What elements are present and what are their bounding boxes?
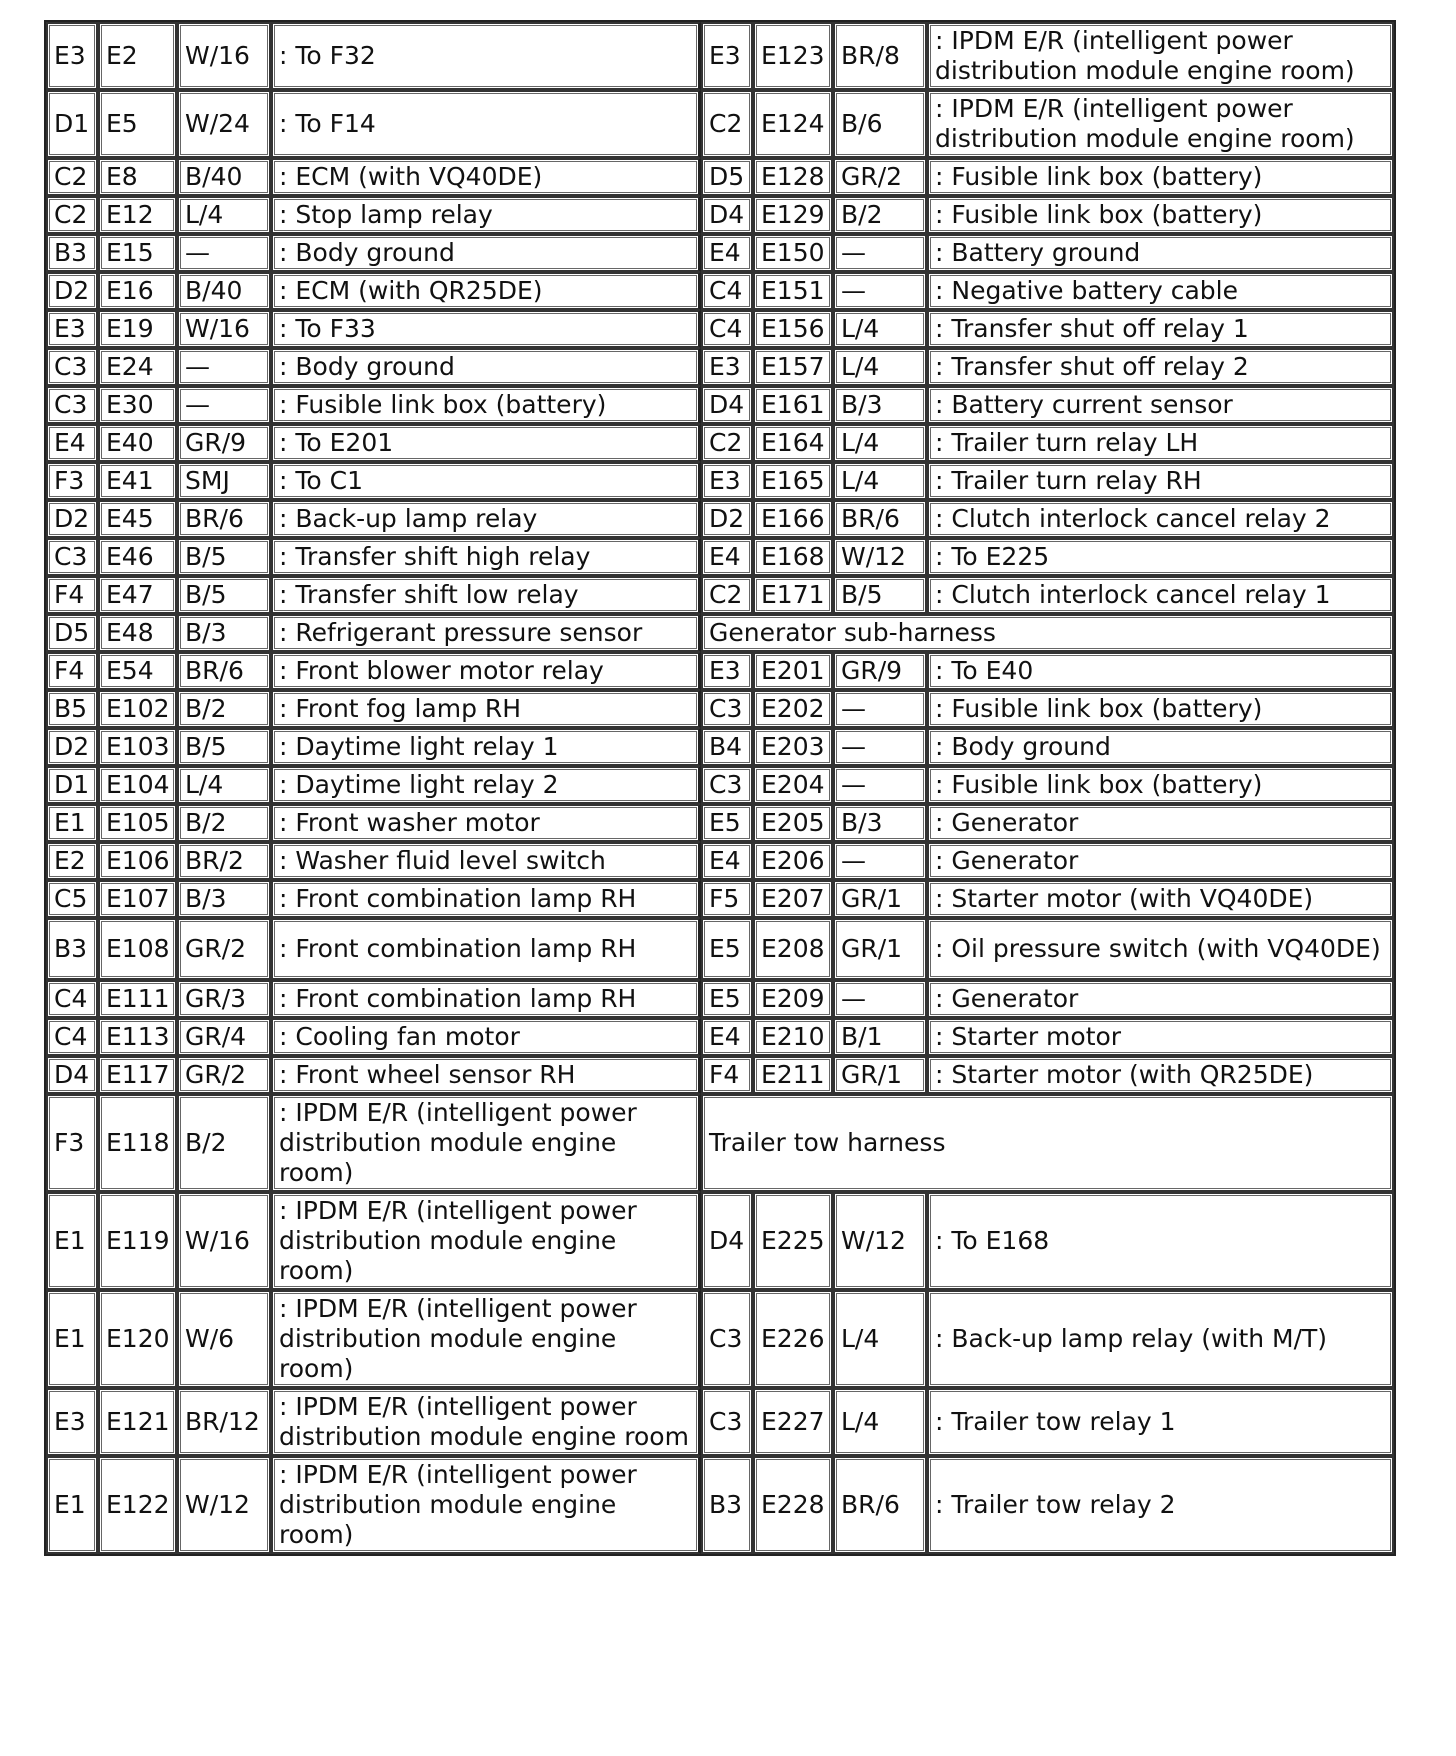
connector-spec-cell: — — [177, 348, 271, 386]
grid-ref-cell: C4 — [701, 310, 753, 348]
table-row — [46, 1290, 1394, 1388]
grid-ref-cell: C4 — [701, 272, 753, 310]
connector-code-cell: E226 — [753, 1290, 833, 1388]
connector-description-cell: : Refrigerant pressure sensor — [271, 614, 701, 652]
connector-code-cell: E107 — [98, 880, 177, 918]
connector-code-cell: E122 — [98, 1456, 177, 1554]
connector-description-cell: : Starter motor (with QR25DE) — [927, 1056, 1394, 1094]
connector-description-cell: : Front wheel sensor RH — [271, 1056, 701, 1094]
connector-spec-cell: GR/1 — [833, 918, 927, 980]
connector-spec-cell: GR/2 — [833, 158, 927, 196]
connector-spec-cell: W/24 — [177, 90, 271, 158]
connector-code-cell: E19 — [98, 310, 177, 348]
connector-description-cell: : Back-up lamp relay (with M/T) — [927, 1290, 1394, 1388]
connector-code-cell: E111 — [98, 980, 177, 1018]
connector-code-cell: E45 — [98, 500, 177, 538]
connector-description-cell: : Transfer shut off relay 2 — [927, 348, 1394, 386]
connector-code-cell: E102 — [98, 690, 177, 728]
connector-code-cell: E150 — [753, 234, 833, 272]
connector-code-cell: E206 — [753, 842, 833, 880]
grid-ref-cell: D1 — [46, 90, 98, 158]
connector-code-cell: E225 — [753, 1192, 833, 1290]
connector-code-cell: E104 — [98, 766, 177, 804]
grid-ref-cell: D2 — [46, 500, 98, 538]
connector-code-cell: E117 — [98, 1056, 177, 1094]
connector-description-cell: : Fusible link box (battery) — [927, 690, 1394, 728]
connector-spec-cell: — — [833, 234, 927, 272]
connector-description-cell: : Clutch interlock cancel relay 1 — [927, 576, 1394, 614]
connector-spec-cell: BR/6 — [833, 1456, 927, 1554]
connector-spec-cell: B/5 — [833, 576, 927, 614]
table-row — [46, 1094, 1394, 1192]
connector-code-cell: E151 — [753, 272, 833, 310]
harness-section-heading: Trailer tow harness — [701, 1094, 1394, 1192]
connector-description-cell: : Trailer tow relay 1 — [927, 1388, 1394, 1456]
grid-ref-cell: F4 — [701, 1056, 753, 1094]
connector-spec-cell: B/2 — [177, 804, 271, 842]
grid-ref-cell: E3 — [46, 22, 98, 90]
connector-description-cell: : Body ground — [271, 234, 701, 272]
grid-ref-cell: C3 — [46, 538, 98, 576]
connector-spec-cell: — — [833, 690, 927, 728]
connector-code-cell: E46 — [98, 538, 177, 576]
connector-code-cell: E119 — [98, 1192, 177, 1290]
table-row — [46, 842, 1394, 880]
table-row — [46, 576, 1394, 614]
grid-ref-cell: F4 — [46, 652, 98, 690]
table-row — [46, 980, 1394, 1018]
connector-description-cell: : Front washer motor — [271, 804, 701, 842]
connector-spec-cell: L/4 — [833, 1290, 927, 1388]
grid-ref-cell: C3 — [701, 1388, 753, 1456]
connector-spec-cell: B/5 — [177, 576, 271, 614]
connector-description-cell: : Transfer shut off relay 1 — [927, 310, 1394, 348]
connector-spec-cell: B/3 — [177, 880, 271, 918]
connector-description-cell: : Trailer turn relay LH — [927, 424, 1394, 462]
connector-list-sheet — [44, 20, 1392, 1556]
grid-ref-cell: E1 — [46, 804, 98, 842]
connector-spec-cell: GR/1 — [833, 1056, 927, 1094]
connector-code-cell: E54 — [98, 652, 177, 690]
connector-code-cell: E202 — [753, 690, 833, 728]
connector-spec-cell: W/16 — [177, 1192, 271, 1290]
connector-description-cell: : Front combination lamp RH — [271, 880, 701, 918]
connector-description-cell: : Trailer turn relay RH — [927, 462, 1394, 500]
connector-description-cell: : To F14 — [271, 90, 701, 158]
table-row — [46, 424, 1394, 462]
connector-description-cell: : To F32 — [271, 22, 701, 90]
connector-code-cell: E205 — [753, 804, 833, 842]
connector-table — [44, 20, 1396, 1556]
table-row — [46, 918, 1394, 980]
connector-code-cell: E171 — [753, 576, 833, 614]
grid-ref-cell: E3 — [701, 462, 753, 500]
connector-spec-cell: GR/3 — [177, 980, 271, 1018]
connector-code-cell: E5 — [98, 90, 177, 158]
grid-ref-cell: E1 — [46, 1192, 98, 1290]
connector-spec-cell: W/12 — [833, 1192, 927, 1290]
connector-description-cell: : Generator — [927, 842, 1394, 880]
connector-spec-cell: GR/2 — [177, 918, 271, 980]
grid-ref-cell: B4 — [701, 728, 753, 766]
table-row — [46, 766, 1394, 804]
connector-code-cell: E168 — [753, 538, 833, 576]
connector-description-cell: : Front blower motor relay — [271, 652, 701, 690]
connector-code-cell: E16 — [98, 272, 177, 310]
grid-ref-cell: F3 — [46, 462, 98, 500]
connector-spec-cell: L/4 — [177, 196, 271, 234]
connector-code-cell: E165 — [753, 462, 833, 500]
connector-spec-cell: L/4 — [833, 1388, 927, 1456]
grid-ref-cell: E4 — [701, 1018, 753, 1056]
connector-code-cell: E157 — [753, 348, 833, 386]
connector-code-cell: E161 — [753, 386, 833, 424]
table-row — [46, 462, 1394, 500]
connector-code-cell: E113 — [98, 1018, 177, 1056]
connector-spec-cell: W/12 — [177, 1456, 271, 1554]
connector-description-cell: : Fusible link box (battery) — [271, 386, 701, 424]
table-row — [46, 1018, 1394, 1056]
connector-description-cell: : Daytime light relay 1 — [271, 728, 701, 766]
grid-ref-cell: C4 — [46, 980, 98, 1018]
grid-ref-cell: F3 — [46, 1094, 98, 1192]
connector-description-cell: : IPDM E/R (intelligent power distribution module engine room) — [271, 1094, 701, 1192]
connector-description-cell: : Transfer shift low relay — [271, 576, 701, 614]
table-row — [46, 1056, 1394, 1094]
table-row — [46, 538, 1394, 576]
grid-ref-cell: C3 — [46, 386, 98, 424]
connector-code-cell: E24 — [98, 348, 177, 386]
connector-spec-cell: BR/12 — [177, 1388, 271, 1456]
connector-spec-cell: W/6 — [177, 1290, 271, 1388]
table-row — [46, 804, 1394, 842]
grid-ref-cell: B3 — [46, 918, 98, 980]
connector-spec-cell: B/5 — [177, 538, 271, 576]
connector-table-body — [46, 22, 1394, 1554]
grid-ref-cell: E3 — [46, 1388, 98, 1456]
table-row — [46, 90, 1394, 158]
connector-description-cell: : Washer fluid level switch — [271, 842, 701, 880]
grid-ref-cell: B3 — [701, 1456, 753, 1554]
connector-description-cell: : Daytime light relay 2 — [271, 766, 701, 804]
grid-ref-cell: E3 — [701, 348, 753, 386]
connector-code-cell: E227 — [753, 1388, 833, 1456]
grid-ref-cell: F4 — [46, 576, 98, 614]
connector-description-cell: : Cooling fan motor — [271, 1018, 701, 1056]
connector-code-cell: E40 — [98, 424, 177, 462]
grid-ref-cell: C3 — [46, 348, 98, 386]
connector-spec-cell: — — [833, 980, 927, 1018]
connector-spec-cell: B/1 — [833, 1018, 927, 1056]
grid-ref-cell: C2 — [701, 424, 753, 462]
grid-ref-cell: E2 — [46, 842, 98, 880]
connector-code-cell: E166 — [753, 500, 833, 538]
connector-description-cell: : To C1 — [271, 462, 701, 500]
table-row — [46, 158, 1394, 196]
connector-description-cell: : Back-up lamp relay — [271, 500, 701, 538]
connector-description-cell: : Fusible link box (battery) — [927, 158, 1394, 196]
connector-description-cell: : IPDM E/R (intelligent power distribution module engine room) — [927, 90, 1394, 158]
grid-ref-cell: E4 — [46, 424, 98, 462]
connector-spec-cell: BR/6 — [177, 500, 271, 538]
harness-section-heading: Generator sub-harness — [701, 614, 1394, 652]
connector-spec-cell: BR/6 — [833, 500, 927, 538]
grid-ref-cell: C3 — [701, 1290, 753, 1388]
grid-ref-cell: E4 — [701, 842, 753, 880]
connector-description-cell: : To E201 — [271, 424, 701, 462]
grid-ref-cell: E5 — [701, 918, 753, 980]
connector-description-cell: : To E40 — [927, 652, 1394, 690]
connector-description-cell: : Generator — [927, 980, 1394, 1018]
connector-description-cell: : Battery current sensor — [927, 386, 1394, 424]
connector-spec-cell: B/40 — [177, 272, 271, 310]
connector-spec-cell: BR/2 — [177, 842, 271, 880]
connector-description-cell: : IPDM E/R (intelligent power distribution module engine room) — [271, 1290, 701, 1388]
grid-ref-cell: E5 — [701, 804, 753, 842]
connector-code-cell: E121 — [98, 1388, 177, 1456]
grid-ref-cell: F5 — [701, 880, 753, 918]
connector-spec-cell: GR/1 — [833, 880, 927, 918]
connector-description-cell: : Front combination lamp RH — [271, 980, 701, 1018]
table-row — [46, 348, 1394, 386]
connector-description-cell: : Transfer shift high relay — [271, 538, 701, 576]
grid-ref-cell: B5 — [46, 690, 98, 728]
grid-ref-cell: C4 — [46, 1018, 98, 1056]
grid-ref-cell: C3 — [701, 766, 753, 804]
connector-spec-cell: — — [833, 766, 927, 804]
connector-spec-cell: BR/6 — [177, 652, 271, 690]
grid-ref-cell: D2 — [701, 500, 753, 538]
connector-spec-cell: B/3 — [833, 804, 927, 842]
connector-code-cell: E106 — [98, 842, 177, 880]
connector-spec-cell: SMJ — [177, 462, 271, 500]
connector-spec-cell: W/16 — [177, 22, 271, 90]
connector-code-cell: E120 — [98, 1290, 177, 1388]
connector-spec-cell: W/12 — [833, 538, 927, 576]
connector-code-cell: E118 — [98, 1094, 177, 1192]
connector-description-cell: : IPDM E/R (intelligent power distribution module engine room) — [271, 1456, 701, 1554]
connector-code-cell: E41 — [98, 462, 177, 500]
grid-ref-cell: C2 — [701, 576, 753, 614]
connector-code-cell: E209 — [753, 980, 833, 1018]
grid-ref-cell: B3 — [46, 234, 98, 272]
connector-spec-cell: GR/9 — [833, 652, 927, 690]
connector-spec-cell: B/3 — [177, 614, 271, 652]
connector-description-cell: : Front fog lamp RH — [271, 690, 701, 728]
connector-description-cell: : Stop lamp relay — [271, 196, 701, 234]
grid-ref-cell: D4 — [46, 1056, 98, 1094]
connector-spec-cell: L/4 — [833, 462, 927, 500]
connector-description-cell: : Oil pressure switch (with VQ40DE) — [927, 918, 1394, 980]
grid-ref-cell: C5 — [46, 880, 98, 918]
grid-ref-cell: E3 — [701, 652, 753, 690]
connector-code-cell: E123 — [753, 22, 833, 90]
table-row — [46, 234, 1394, 272]
connector-description-cell: : To F33 — [271, 310, 701, 348]
grid-ref-cell: E4 — [701, 234, 753, 272]
table-row — [46, 272, 1394, 310]
connector-code-cell: E208 — [753, 918, 833, 980]
grid-ref-cell: D4 — [701, 1192, 753, 1290]
connector-code-cell: E108 — [98, 918, 177, 980]
connector-spec-cell: B/40 — [177, 158, 271, 196]
connector-spec-cell: BR/8 — [833, 22, 927, 90]
grid-ref-cell: C2 — [701, 90, 753, 158]
connector-spec-cell: B/3 — [833, 386, 927, 424]
connector-spec-cell: W/16 — [177, 310, 271, 348]
connector-spec-cell: L/4 — [833, 424, 927, 462]
connector-code-cell: E204 — [753, 766, 833, 804]
connector-spec-cell: — — [833, 272, 927, 310]
connector-spec-cell: B/2 — [177, 690, 271, 728]
connector-code-cell: E103 — [98, 728, 177, 766]
connector-spec-cell: — — [177, 234, 271, 272]
connector-code-cell: E210 — [753, 1018, 833, 1056]
table-row — [46, 652, 1394, 690]
connector-code-cell: E30 — [98, 386, 177, 424]
connector-description-cell: : To E168 — [927, 1192, 1394, 1290]
connector-description-cell: : Negative battery cable — [927, 272, 1394, 310]
connector-description-cell: : To E225 — [927, 538, 1394, 576]
grid-ref-cell: D2 — [46, 728, 98, 766]
connector-description-cell: : Fusible link box (battery) — [927, 196, 1394, 234]
table-row — [46, 728, 1394, 766]
connector-code-cell: E12 — [98, 196, 177, 234]
connector-description-cell: : IPDM E/R (intelligent power distribution module engine room) — [271, 1192, 701, 1290]
connector-code-cell: E164 — [753, 424, 833, 462]
table-row — [46, 310, 1394, 348]
connector-description-cell: : IPDM E/R (intelligent power distribution module engine room — [271, 1388, 701, 1456]
connector-spec-cell: GR/2 — [177, 1056, 271, 1094]
connector-spec-cell: B/2 — [177, 1094, 271, 1192]
connector-description-cell: : Battery ground — [927, 234, 1394, 272]
connector-code-cell: E128 — [753, 158, 833, 196]
connector-code-cell: E8 — [98, 158, 177, 196]
connector-spec-cell: — — [177, 386, 271, 424]
table-row — [46, 1388, 1394, 1456]
connector-description-cell: : Starter motor — [927, 1018, 1394, 1056]
connector-description-cell: : ECM (with QR25DE) — [271, 272, 701, 310]
table-row — [46, 386, 1394, 424]
connector-spec-cell: GR/4 — [177, 1018, 271, 1056]
grid-ref-cell: D4 — [701, 386, 753, 424]
connector-code-cell: E211 — [753, 1056, 833, 1094]
grid-ref-cell: D4 — [701, 196, 753, 234]
grid-ref-cell: D5 — [701, 158, 753, 196]
connector-code-cell: E48 — [98, 614, 177, 652]
connector-spec-cell: L/4 — [833, 310, 927, 348]
connector-spec-cell: — — [833, 728, 927, 766]
connector-code-cell: E201 — [753, 652, 833, 690]
table-row — [46, 1456, 1394, 1554]
grid-ref-cell: C2 — [46, 196, 98, 234]
grid-ref-cell: E3 — [46, 310, 98, 348]
table-row — [46, 1192, 1394, 1290]
connector-description-cell: : Trailer tow relay 2 — [927, 1456, 1394, 1554]
grid-ref-cell: E1 — [46, 1290, 98, 1388]
grid-ref-cell: E1 — [46, 1456, 98, 1554]
grid-ref-cell: C3 — [701, 690, 753, 728]
connector-code-cell: E129 — [753, 196, 833, 234]
connector-code-cell: E15 — [98, 234, 177, 272]
connector-description-cell: : IPDM E/R (intelligent power distribution module engine room) — [927, 22, 1394, 90]
connector-code-cell: E105 — [98, 804, 177, 842]
connector-description-cell: : Body ground — [927, 728, 1394, 766]
grid-ref-cell: D2 — [46, 272, 98, 310]
connector-code-cell: E203 — [753, 728, 833, 766]
connector-description-cell: : Clutch interlock cancel relay 2 — [927, 500, 1394, 538]
connector-spec-cell: B/2 — [833, 196, 927, 234]
connector-spec-cell: B/6 — [833, 90, 927, 158]
grid-ref-cell: E3 — [701, 22, 753, 90]
connector-description-cell: : ECM (with VQ40DE) — [271, 158, 701, 196]
table-row — [46, 196, 1394, 234]
connector-description-cell: : Front combination lamp RH — [271, 918, 701, 980]
grid-ref-cell: E5 — [701, 980, 753, 1018]
connector-code-cell: E47 — [98, 576, 177, 614]
table-row — [46, 500, 1394, 538]
connector-code-cell: E2 — [98, 22, 177, 90]
table-row — [46, 880, 1394, 918]
table-row — [46, 614, 1394, 652]
grid-ref-cell: C2 — [46, 158, 98, 196]
grid-ref-cell: E4 — [701, 538, 753, 576]
grid-ref-cell: D1 — [46, 766, 98, 804]
connector-spec-cell: L/4 — [833, 348, 927, 386]
connector-spec-cell: GR/9 — [177, 424, 271, 462]
connector-code-cell: E207 — [753, 880, 833, 918]
connector-description-cell: : Starter motor (with VQ40DE) — [927, 880, 1394, 918]
connector-description-cell: : Generator — [927, 804, 1394, 842]
connector-spec-cell: B/5 — [177, 728, 271, 766]
connector-spec-cell: L/4 — [177, 766, 271, 804]
connector-spec-cell: — — [833, 842, 927, 880]
connector-code-cell: E228 — [753, 1456, 833, 1554]
grid-ref-cell: D5 — [46, 614, 98, 652]
connector-code-cell: E124 — [753, 90, 833, 158]
connector-description-cell: : Fusible link box (battery) — [927, 766, 1394, 804]
connector-description-cell: : Body ground — [271, 348, 701, 386]
table-row — [46, 22, 1394, 90]
connector-code-cell: E156 — [753, 310, 833, 348]
table-row — [46, 690, 1394, 728]
